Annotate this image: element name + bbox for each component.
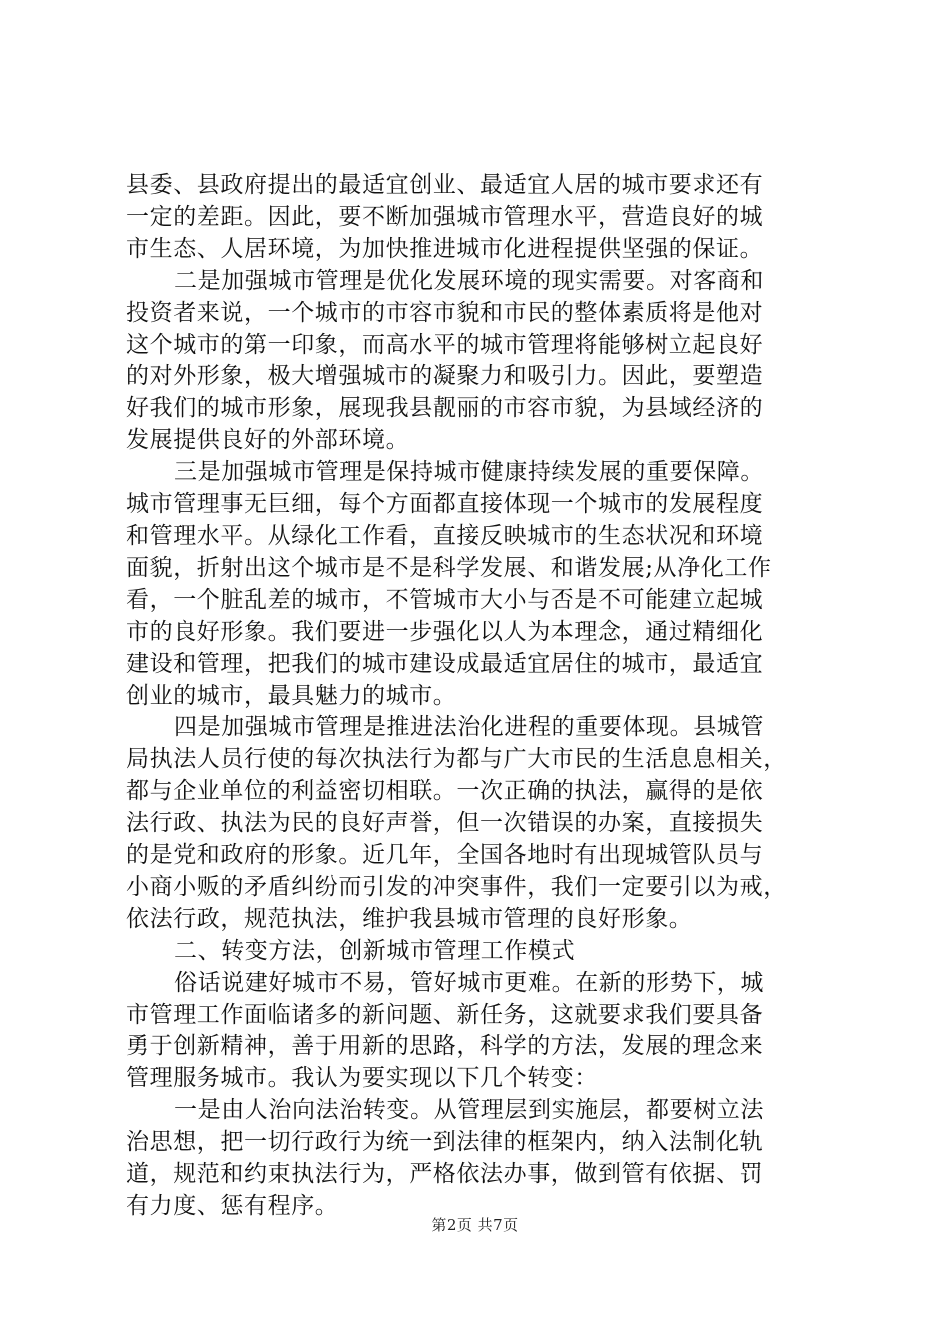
text-line: 依法行政，规范执法，维护我县城市管理的良好形象。 [126,905,693,932]
paragraph [126,968,846,1096]
text-line: 三是加强城市管理是保持城市健康持续发展的重要保障。 [174,459,764,486]
text-line: 道，规范和约束执法行为，严格依法办事，做到管有依据、罚 [126,1161,764,1188]
text-line: 市管理工作面临诸多的新问题、新任务，这就要求我们要具备 [126,1001,764,1028]
text-line: 二是加强城市管理是优化发展环境的现实需要。对客商和 [174,267,764,294]
page-number: 第2页 共7页 [431,1216,519,1234]
text-line: 有力度、惩有程序。 [126,1193,339,1219]
text-line: 法行政、执法为民的良好声誉，但一次错误的办案，直接损失 [126,810,764,837]
text-line: 俗话说建好城市不易，管好城市更难。在新的形势下，城 [174,969,764,996]
text-line: 局执法人员行使的每次执法行为都与广大市民的生活息息相关， [126,746,787,773]
text-line: 县委、县政府提出的最适宜创业、最适宜人居的城市要求还有 [126,172,764,198]
text-line: 发展提供良好的外部环境。 [126,427,410,454]
text-line: 管理服务城市。我认为要实现以下几个转变： [126,1065,598,1092]
text-line: 建设和管理，把我们的城市建设成最适宜居住的城市，最适宜 [126,650,764,677]
text-line: 创业的城市，最具魅力的城市。 [126,682,457,709]
text-line: 市的良好形象。我们要进一步强化以人为本理念，通过精细化 [126,618,764,645]
paragraph [126,266,846,457]
text-line: 城市管理事无巨细，每个方面都直接体现一个城市的发展程度 [126,491,764,518]
paragraph [126,1095,846,1223]
text-line: 这个城市的第一印象，而高水平的城市管理将能够树立起良好 [126,331,764,358]
text-line: 治思想，把一切行政行为统一到法律的框架内，纳入法制化轨 [126,1129,764,1156]
text-line: 小商小贩的矛盾纠纷而引发的冲突事件，我们一定要引以为戒， [126,873,787,900]
text-line: 二、转变方法，创新城市管理工作模式 [174,937,576,964]
paragraph [126,170,846,266]
paragraph [126,457,846,712]
text-line: 市生态、人居环境，为加快推进城市化进程提供坚强的保证。 [126,235,764,262]
text-line: 面貌，折射出这个城市是不是科学发展、和谐发展;从净化工作 [126,554,772,581]
section-heading [126,936,846,968]
text-line: 四是加强城市管理是推进法治化进程的重要体现。县城管 [174,714,764,741]
text-line: 的是党和政府的形象。近几年，全国各地时有出现城管队员与 [126,842,764,869]
text-line: 和管理水平。从绿化工作看，直接反映城市的生态状况和环境 [126,522,764,549]
text-line: 投资者来说，一个城市的市容市貌和市民的整体素质将是他对 [126,299,764,326]
text-line: 的对外形象，极大增强城市的凝聚力和吸引力。因此，要塑造 [126,363,764,390]
paragraph [126,712,846,935]
text-line: 勇于创新精神，善于用新的思路，科学的方法，发展的理念来 [126,1033,764,1060]
text-line: 一定的差距。因此，要不断加强城市管理水平，营造良好的城 [126,203,764,230]
text-line: 都与企业单位的利益密切相联。一次正确的执法，赢得的是依 [126,778,764,805]
text-line: 好我们的城市形象，展现我县靓丽的市容市貌，为县域经济的 [126,395,764,422]
text-line: 一是由人治向法治转变。从管理层到实施层，都要树立法 [174,1097,764,1124]
text-line: 看，一个脏乱差的城市，不管城市大小与否是不可能建立起城 [126,586,764,613]
document-body [126,170,846,1223]
